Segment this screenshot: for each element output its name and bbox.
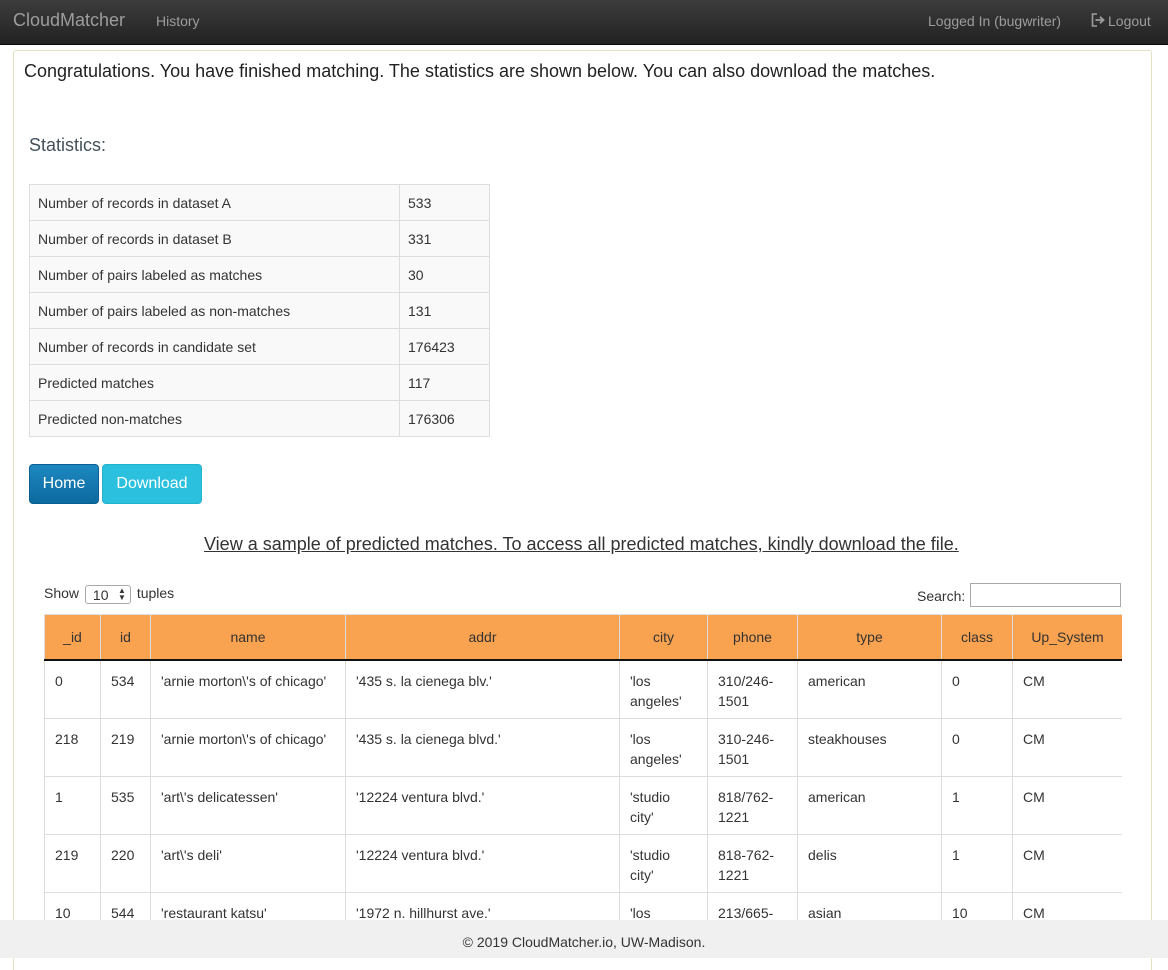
cell-class: 0 bbox=[942, 718, 1013, 776]
cell-_id: 1 bbox=[45, 776, 101, 834]
table-header-row bbox=[45, 615, 1123, 661]
cell-_id: 219 bbox=[45, 834, 101, 892]
cell-class: 1 bbox=[942, 776, 1013, 834]
cell-type: asian bbox=[798, 892, 942, 920]
column-header-name[interactable]: name bbox=[151, 615, 346, 661]
cell-phone: 213/665- bbox=[708, 892, 798, 920]
cell-id: 534 bbox=[101, 660, 151, 718]
navbar bbox=[0, 0, 1168, 45]
cell-addr: '435 s. la cienega blvd.' bbox=[346, 718, 620, 776]
table-row bbox=[45, 834, 1123, 892]
table-row bbox=[45, 892, 1123, 920]
cell-up-system: CM bbox=[1013, 660, 1123, 718]
search-label: Search: bbox=[917, 588, 966, 604]
column-header-id[interactable]: id bbox=[101, 615, 151, 661]
table-row bbox=[45, 776, 1123, 834]
cell-class: 10 bbox=[942, 892, 1013, 920]
congrats-message: Congratulations. You have finished matching. The statistics are shown below. You can also download the matches. bbox=[24, 61, 936, 81]
nav-history-link[interactable]: History bbox=[156, 13, 200, 29]
column-header-up-system[interactable]: Up_System bbox=[1013, 615, 1123, 661]
stat-label: Predicted non-matches bbox=[30, 401, 400, 437]
stats-row bbox=[30, 293, 490, 329]
cell-phone: 310-246-1501 bbox=[708, 718, 798, 776]
cell-city: 'los angeles' bbox=[620, 718, 708, 776]
logout-link[interactable] bbox=[1091, 13, 1151, 29]
stat-value: 176306 bbox=[400, 401, 490, 437]
cell-phone: 310/246-1501 bbox=[708, 660, 798, 718]
matches-table-wrapper bbox=[44, 614, 1122, 920]
stat-value: 30 bbox=[400, 257, 490, 293]
home-button[interactable]: Home bbox=[29, 464, 99, 504]
column-header-_id[interactable]: _id bbox=[45, 615, 101, 661]
column-header-type[interactable]: type bbox=[798, 615, 942, 661]
cell-_id: 10 bbox=[45, 892, 101, 920]
cell-type: american bbox=[798, 776, 942, 834]
length-control bbox=[44, 585, 174, 604]
stat-label: Number of records in dataset B bbox=[30, 221, 400, 257]
cell-city: 'los bbox=[620, 892, 708, 920]
stat-value: 131 bbox=[400, 293, 490, 329]
stats-row bbox=[30, 185, 490, 221]
tuples-label: tuples bbox=[136, 585, 175, 602]
cell-id: 219 bbox=[101, 718, 151, 776]
cell-type: delis bbox=[798, 834, 942, 892]
cell-_id: 218 bbox=[45, 718, 101, 776]
table-row bbox=[45, 660, 1123, 718]
cell-name: 'restaurant katsu' bbox=[151, 892, 346, 920]
select-arrows-icon: ▲ ▼ bbox=[118, 586, 126, 602]
cell-city: 'studio city' bbox=[620, 834, 708, 892]
cell-addr: '12224 ventura blvd.' bbox=[346, 834, 620, 892]
stats-row bbox=[30, 401, 490, 437]
statistics-table bbox=[29, 184, 490, 437]
show-label: Show bbox=[44, 585, 80, 602]
cell-up-system: CM bbox=[1013, 776, 1123, 834]
stats-row bbox=[30, 365, 490, 401]
cell-class: 0 bbox=[942, 660, 1013, 718]
sample-matches-link[interactable]: View a sample of predicted matches. To access all predicted matches, kindly download the file. bbox=[204, 534, 959, 554]
column-header-city[interactable]: city bbox=[620, 615, 708, 661]
cell-up-system: CM bbox=[1013, 892, 1123, 920]
stat-value: 331 bbox=[400, 221, 490, 257]
brand-link[interactable]: CloudMatcher bbox=[13, 10, 126, 30]
cell-phone: 818-762-1221 bbox=[708, 834, 798, 892]
search-input[interactable] bbox=[970, 583, 1121, 607]
stat-label: Number of pairs labeled as matches bbox=[30, 257, 400, 293]
column-header-phone[interactable]: phone bbox=[708, 615, 798, 661]
logout-icon bbox=[1091, 13, 1105, 27]
logout-label: Logout bbox=[1108, 13, 1151, 29]
cell-phone: 818/762-1221 bbox=[708, 776, 798, 834]
cell-addr: '1972 n. hillhurst ave.' bbox=[346, 892, 620, 920]
cell-addr: '435 s. la cienega blv.' bbox=[346, 660, 620, 718]
cell-type: steakhouses bbox=[798, 718, 942, 776]
page-length-select[interactable] bbox=[85, 585, 131, 604]
cell-id: 535 bbox=[101, 776, 151, 834]
stat-value: 117 bbox=[400, 365, 490, 401]
cell-name: 'art\'s delicatessen' bbox=[151, 776, 346, 834]
cell-up-system: CM bbox=[1013, 718, 1123, 776]
cell-up-system: CM bbox=[1013, 834, 1123, 892]
stat-label: Number of pairs labeled as non-matches bbox=[30, 293, 400, 329]
stat-label: Number of records in candidate set bbox=[30, 329, 400, 365]
footer-copyright: © 2019 CloudMatcher.io, UW-Madison. bbox=[462, 934, 706, 950]
cell-_id: 0 bbox=[45, 660, 101, 718]
stats-row bbox=[30, 257, 490, 293]
logged-in-user-link[interactable]: Logged In (bugwriter) bbox=[928, 13, 1062, 29]
stat-label: Predicted matches bbox=[30, 365, 400, 401]
cell-name: 'arnie morton\'s of chicago' bbox=[151, 660, 346, 718]
page-length-value: 10 bbox=[92, 587, 109, 603]
table-row bbox=[45, 718, 1123, 776]
stat-value: 176423 bbox=[400, 329, 490, 365]
cell-type: american bbox=[798, 660, 942, 718]
footer bbox=[0, 920, 1168, 958]
column-header-class[interactable]: class bbox=[942, 615, 1013, 661]
statistics-title: Statistics: bbox=[29, 135, 107, 155]
cell-name: 'art\'s deli' bbox=[151, 834, 346, 892]
cell-name: 'arnie morton\'s of chicago' bbox=[151, 718, 346, 776]
cell-id: 220 bbox=[101, 834, 151, 892]
stats-row bbox=[30, 329, 490, 365]
column-header-addr[interactable]: addr bbox=[346, 615, 620, 661]
stat-label: Number of records in dataset A bbox=[30, 185, 400, 221]
cell-id: 544 bbox=[101, 892, 151, 920]
cell-addr: '12224 ventura blvd.' bbox=[346, 776, 620, 834]
download-button[interactable]: Download bbox=[102, 464, 202, 504]
stat-value: 533 bbox=[400, 185, 490, 221]
stats-row bbox=[30, 221, 490, 257]
cell-class: 1 bbox=[942, 834, 1013, 892]
cell-city: 'studio city' bbox=[620, 776, 708, 834]
cell-city: 'los angeles' bbox=[620, 660, 708, 718]
matches-table bbox=[44, 614, 1122, 920]
